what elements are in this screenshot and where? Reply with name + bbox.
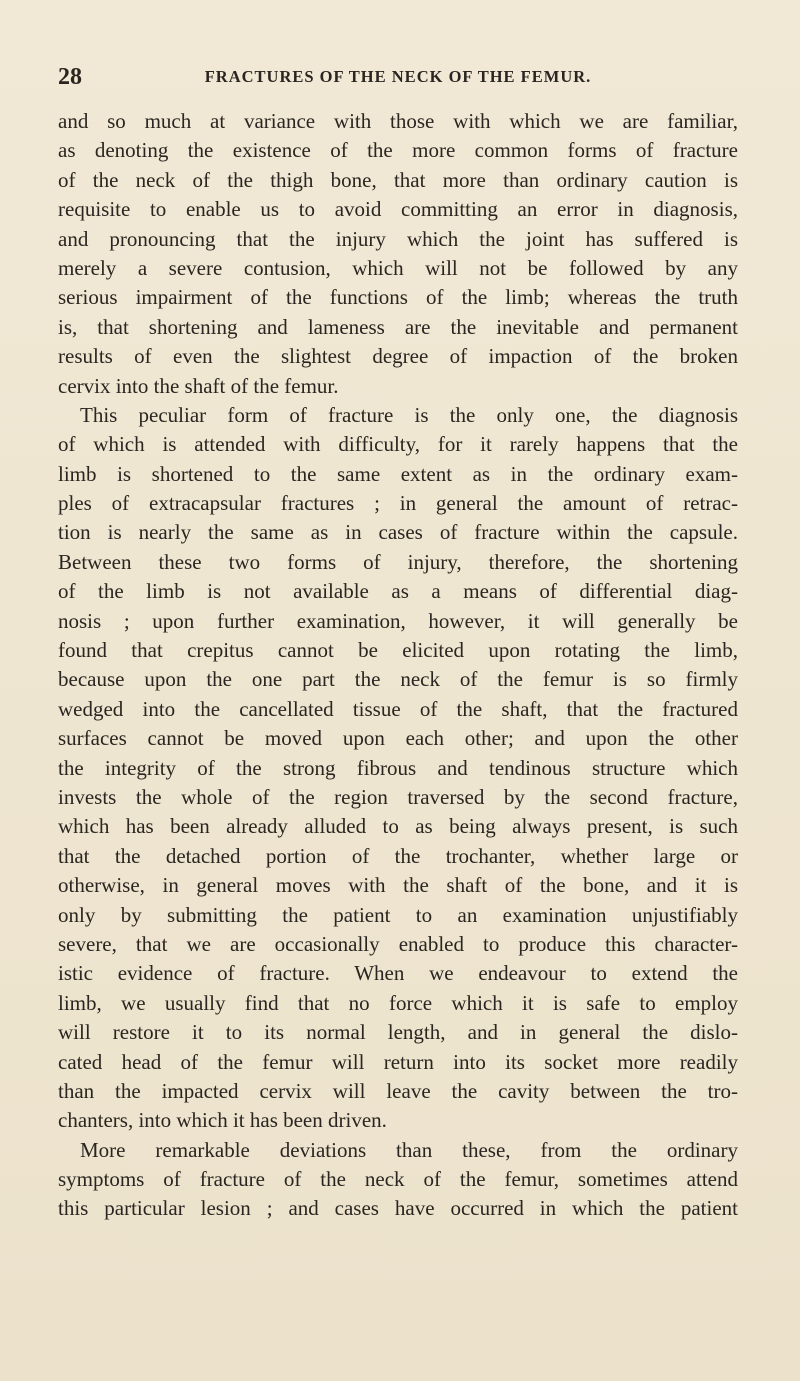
text-line: the integrity of the strong fibrous and tendinous structure which xyxy=(58,755,738,780)
text-line: as denoting the existence of the more common forms of fracture xyxy=(58,138,738,163)
text-line: Between these two forms of injury, therefore, the shortening xyxy=(58,549,738,574)
text-line: of the limb is not available as a means of differential diag- xyxy=(58,579,738,604)
text-line: and pronouncing that the injury which the joint has suffered is xyxy=(58,226,738,251)
text-line: than the impacted cervix will leave the cavity between the tro- xyxy=(58,1078,738,1103)
text-line: cervix into the shaft of the femur. xyxy=(58,373,339,398)
text-line: nosis ; upon further examination, however, it will generally be xyxy=(58,608,738,633)
text-line: and so much at variance with those with which we are familiar, xyxy=(58,109,738,133)
running-head xyxy=(58,64,738,90)
text-line: because upon the one part the neck of the femur is so firmly xyxy=(58,667,738,692)
text-line: cated head of the femur will return into its socket more readily xyxy=(58,1049,738,1074)
text-line: serious impairment of the functions of the limb; whereas the truth xyxy=(58,285,738,310)
text-line: wedged into the cancellated tissue of the shaft, that the fractured xyxy=(58,696,738,721)
text-line: results of even the slightest degree of impaction of the broken xyxy=(58,344,738,369)
text-line: only by submitting the patient to an examination unjustifiably xyxy=(58,902,738,927)
text-line: invests the whole of the region traversed by the second fracture, xyxy=(58,784,738,809)
page-number: 28 xyxy=(58,64,82,90)
text-line: chanters, into which it has been driven. xyxy=(58,1108,387,1133)
text-line: symptoms of fracture of the neck of the femur, sometimes attend xyxy=(58,1167,738,1192)
text-line: merely a severe contusion, which will not be followed by any xyxy=(58,255,738,280)
text-line: otherwise, in general moves with the shaft of the bone, and it is xyxy=(58,873,738,898)
text-line: which has been already alluded to as being always present, is such xyxy=(58,814,738,839)
text-line: of the neck of the thigh bone, that more than ordinary caution is xyxy=(58,167,738,192)
text-line: limb is shortened to the same extent as in the ordinary exam- xyxy=(58,461,738,486)
running-title: FRACTURES OF THE NECK OF THE FEMUR. xyxy=(204,67,592,86)
text-line: is, that shortening and lameness are the inevitable and permanent xyxy=(58,314,738,339)
text-line: severe, that we are occasionally enabled to produce this character- xyxy=(58,931,738,956)
text-line: More remarkable deviations than these, from the ordinary xyxy=(80,1137,738,1162)
text-line: surfaces cannot be moved upon each other; and upon the other xyxy=(58,726,738,751)
text-line: istic evidence of fracture. When we endeavour to extend the xyxy=(58,961,738,986)
text-line: this particular lesion ; and cases have occurred in which the patient xyxy=(58,1196,738,1221)
text-line: tion is nearly the same as in cases of fracture within the capsule. xyxy=(58,520,738,545)
text-line: found that crepitus cannot be elicited upon rotating the limb, xyxy=(58,638,738,663)
text-line: will restore it to its normal length, and in general the dislo- xyxy=(58,1020,738,1045)
text-line: requisite to enable us to avoid committing an error in diagnosis, xyxy=(58,197,738,222)
text-line: This peculiar form of fracture is the only one, the diagnosis xyxy=(80,402,738,427)
text-line: limb, we usually find that no force which it is safe to employ xyxy=(58,990,738,1015)
text-line: that the detached portion of the trochanter, whether large or xyxy=(58,843,738,868)
body-text xyxy=(58,107,738,1224)
text-line: ples of extracapsular fractures ; in general the amount of retrac- xyxy=(58,491,738,516)
text-line: of which is attended with difficulty, for it rarely happens that the xyxy=(58,432,738,457)
